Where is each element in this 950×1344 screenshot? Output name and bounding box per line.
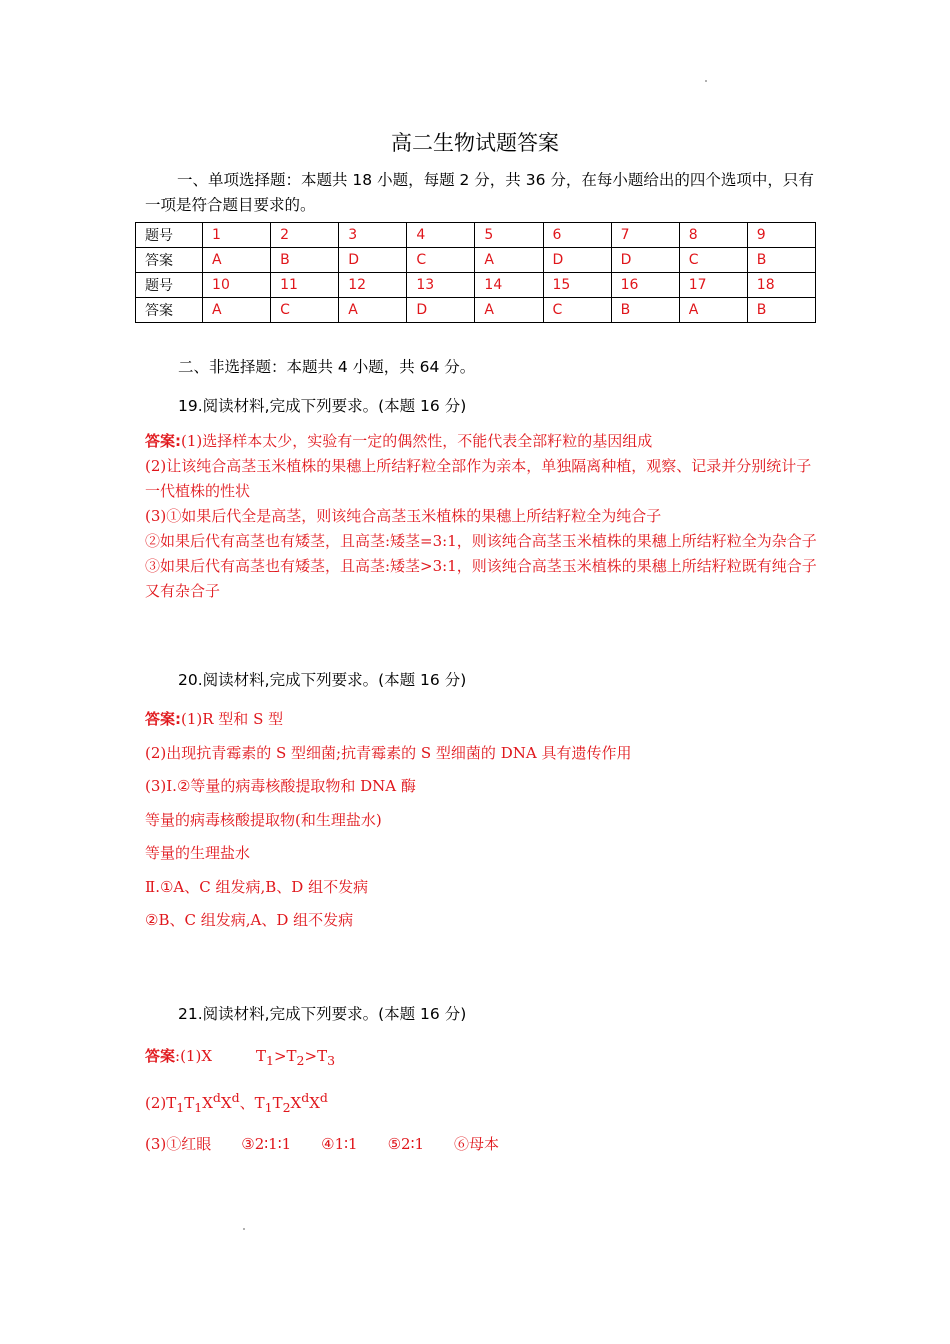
table-cell: 4 — [407, 223, 475, 248]
section2-heading: 二、非选择题：本题共 4 小题，共 64 分。 — [178, 358, 476, 376]
table-cell: 3 — [339, 223, 407, 248]
q20-line-2: (2)出现抗青霉素的 S 型细菌;抗青霉素的 S 型细菌的 DNA 具有遗传作用 — [145, 743, 632, 762]
table-row — [136, 248, 816, 273]
answer-label: 答案 — [145, 1047, 176, 1065]
answer-table — [135, 222, 816, 323]
table-cell: 2 — [271, 223, 339, 248]
table-cell: D — [339, 248, 407, 273]
table-cell: C — [543, 298, 611, 323]
section1-intro: 一、单项选择题：本题共 18 小题，每题 2 分，共 36 分，在每小题给出的四个选项中，只有一项是符合题目要求的。 — [145, 171, 814, 214]
q20-line-3: (3)Ⅰ.②等量的病毒核酸提取物和 DNA 酶 — [145, 777, 416, 795]
q21-heading: 21.阅读材料,完成下列要求。(本题 16 分) — [178, 1005, 467, 1023]
table-row — [136, 298, 816, 323]
q21-answer — [145, 1038, 817, 1163]
table-cell: 14 — [475, 273, 543, 298]
q20-answer — [145, 703, 817, 938]
q20-line-7: ②B、C 组发病,A、D 组不发病 — [145, 911, 354, 929]
table-row — [136, 223, 816, 248]
table-cell: A — [339, 298, 407, 323]
table-cell: A — [203, 248, 271, 273]
scan-dot — [243, 1228, 245, 1230]
table-cell: B — [747, 298, 815, 323]
table-cell: C — [271, 298, 339, 323]
scan-dot — [705, 80, 707, 82]
table-cell: A — [475, 298, 543, 323]
table-row-label: 答案 — [136, 298, 203, 323]
table-cell: C — [679, 248, 747, 273]
q21-line-1: 答案:(1)X $T_1>T_2>T_3$ — [145, 1047, 336, 1068]
table-cell: 16 — [611, 273, 679, 298]
answer-label: 答案: — [145, 710, 181, 728]
table-row-label: 答案 — [136, 248, 203, 273]
q19-line-5: ③如果后代有高茎也有矮茎，且高茎:矮茎>3:1，则该纯合高茎玉米植株的果穗上所结籽粒既有纯合子又有杂合子 — [145, 557, 817, 600]
table-cell: 5 — [475, 223, 543, 248]
q21-line-2: $(2)T_1T_1X^dX^d$、$T_1T_2X^dX^d$ — [145, 1090, 328, 1115]
table-cell: 15 — [543, 273, 611, 298]
q21-line-3: (3)①红眼 ③2∶1∶1 ④1∶1 ⑤2∶1 ⑥母本 — [145, 1135, 500, 1153]
table-cell: C — [407, 248, 475, 273]
table-cell: 1 — [203, 223, 271, 248]
answer-label: 答案: — [145, 432, 181, 450]
table-cell: 10 — [203, 273, 271, 298]
q20-line-5: 等量的生理盐水 — [145, 844, 251, 862]
q19-line-2: (2)让该纯合高茎玉米植株的果穗上所结籽粒全部作为亲本，单独隔离种植，观察、记录并分别统计子一代植株的性状 — [145, 457, 812, 500]
table-cell: 7 — [611, 223, 679, 248]
table-cell: A — [679, 298, 747, 323]
table-cell: 12 — [339, 273, 407, 298]
table-cell: B — [611, 298, 679, 323]
table-cell: 13 — [407, 273, 475, 298]
table-cell: 18 — [747, 273, 815, 298]
table-cell: D — [543, 248, 611, 273]
q20-line-4: 等量的病毒核酸提取物(和生理盐水) — [145, 810, 382, 829]
table-cell: A — [475, 248, 543, 273]
q19-answer — [145, 429, 817, 604]
table-row-label: 题号 — [136, 273, 203, 298]
table-row — [136, 273, 816, 298]
table-cell: 11 — [271, 273, 339, 298]
table-cell: 6 — [543, 223, 611, 248]
table-cell: 8 — [679, 223, 747, 248]
q19-line-4: ②如果后代有高茎也有矮茎，且高茎:矮茎=3:1，则该纯合高茎玉米植株的果穗上所结籽粒全为杂合子 — [145, 532, 817, 550]
q19-heading: 19.阅读材料,完成下列要求。(本题 16 分) — [178, 397, 467, 415]
table-cell: B — [747, 248, 815, 273]
table-cell: D — [407, 298, 475, 323]
table-row-label: 题号 — [136, 223, 203, 248]
q20-heading: 20.阅读材料,完成下列要求。(本题 16 分) — [178, 671, 467, 689]
table-cell: A — [203, 298, 271, 323]
q20-line-6: Ⅱ.①A、C 组发病,B、D 组不发病 — [145, 877, 369, 896]
q20-line-1: 答案:(1)R 型和 S 型 — [145, 710, 284, 728]
q19-line-3: (3)①如果后代全是高茎，则该纯合高茎玉米植株的果穗上所结籽粒全为纯合子 — [145, 507, 662, 525]
table-cell: 17 — [679, 273, 747, 298]
table-cell: D — [611, 248, 679, 273]
page-title: 高二生物试题答案 — [391, 131, 559, 155]
q19-line-1: 答案:(1)选择样本太少，实验有一定的偶然性，不能代表全部籽粒的基因组成 — [145, 432, 653, 450]
table-cell: B — [271, 248, 339, 273]
table-cell: 9 — [747, 223, 815, 248]
